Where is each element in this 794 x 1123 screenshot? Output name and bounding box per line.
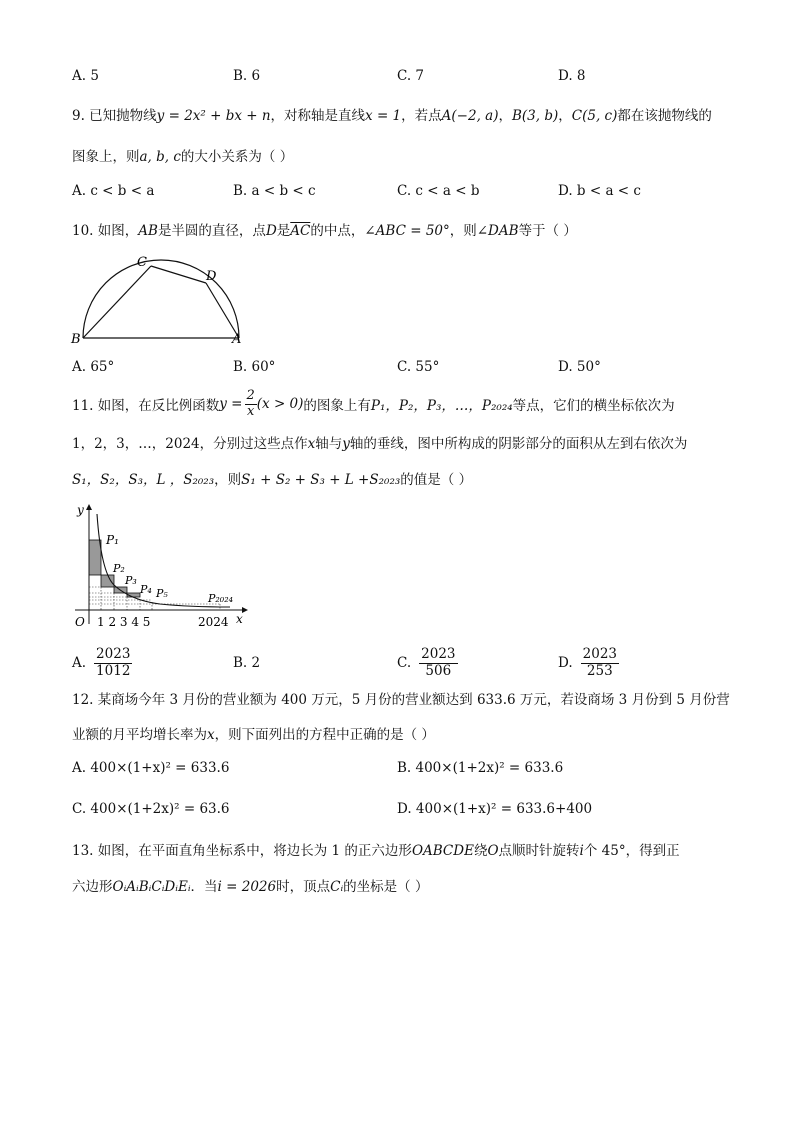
q13-stem-line2: 六边形OᵢAᵢBᵢCᵢDᵢEᵢ．当i = 2026时，顶点Cᵢ的坐标是（ ） bbox=[72, 879, 429, 895]
q11-stem-line1: 11. 如图，在反比例函数 y = $\frac{2}{x}$ (x > 0) 的图象上有 P₁，P₂，P₃，…，P₂₀₂₄ 等点，它们的横坐标依次为 bbox=[72, 387, 675, 419]
label-o: O bbox=[75, 615, 85, 629]
tick-labels: 1 2 3 4 5 bbox=[97, 615, 151, 629]
q11-stem-line3: S₁，S₂，S₃，L ，S₂₀₂₃，则S₁ + S₂ + S₃ + L +S₂₀₂₃的值是（ ） bbox=[72, 472, 473, 488]
chord-bc bbox=[83, 266, 151, 338]
q10-option-b: B. 60° bbox=[233, 359, 276, 375]
q12-option-a: A. 400×(1+x)² = 633.6 bbox=[72, 760, 230, 776]
label-a: A bbox=[232, 332, 242, 347]
q9-option-d: D. b < a < c bbox=[558, 183, 641, 199]
semicircle-figure bbox=[68, 250, 248, 350]
q8-option-b: B. 6 bbox=[233, 68, 261, 84]
q10-option-d: D. 50° bbox=[558, 359, 601, 375]
label-y: y bbox=[77, 503, 84, 517]
label-p2024: P₂₀₂₄ bbox=[208, 592, 234, 605]
q12-stem-line1: 12. 某商场今年 3 月份的营业额为 400 万元，5 月份的营业额达到 633.6 万元，若设商场 3 月份到 5 月份营 bbox=[72, 692, 730, 708]
q11-option-b: B. 2 bbox=[233, 655, 261, 671]
inverse-function-figure bbox=[70, 502, 250, 632]
label-p2: P₂ bbox=[113, 562, 125, 575]
q9-stem-line1: 9. 已知抛物线y = 2x² + bx + n，对称轴是直线x = 1，若点A(−2, a)，B(3, b)，C(5, c)都在该抛物线的 bbox=[72, 108, 712, 124]
label-p3: P₃ bbox=[125, 574, 137, 587]
q13-stem-line1: 13. 如图，在平面直角坐标系中，将边长为 1 的正六边形OABCDE绕O点顺时针旋转i个 45°，得到正 bbox=[72, 843, 680, 859]
q9-stem-line2: 图象上，则a, b, c的大小关系为（ ） bbox=[72, 149, 294, 165]
label-b: B bbox=[71, 332, 81, 347]
q12-stem-line2: 业额的月平均增长率为x，则下面列出的方程中正确的是（ ） bbox=[72, 727, 435, 743]
q12-option-c: C. 400×(1+2x)² = 63.6 bbox=[72, 801, 230, 817]
q9-option-b: B. a < b < c bbox=[233, 183, 316, 199]
shade-s1 bbox=[89, 540, 101, 575]
q9-option-c: C. c < a < b bbox=[397, 183, 480, 199]
q11-stem-line2: 1，2，3，…，2024，分别过这些点作x轴与y轴的垂线，图中所构成的阴影部分的面积从左到右依次为 bbox=[72, 436, 688, 452]
q9-option-a: A. c < b < a bbox=[72, 183, 155, 199]
q11-option-c: C. $\frac{2023}{506}$ bbox=[397, 645, 456, 679]
label-d: D bbox=[206, 269, 217, 284]
q12-option-d: D. 400×(1+x)² = 633.6+400 bbox=[397, 801, 593, 817]
label-c: C bbox=[137, 255, 147, 270]
label-p4: P₄ bbox=[140, 583, 152, 596]
q8-option-a: A. 5 bbox=[72, 68, 99, 84]
q11-option-a: A. $\frac{2023}{1012}$ bbox=[72, 645, 131, 679]
q8-option-c: C. 7 bbox=[397, 68, 425, 84]
q10-option-c: C. 55° bbox=[397, 359, 440, 375]
label-x: x bbox=[236, 612, 243, 626]
q12-option-b: B. 400×(1+2x)² = 633.6 bbox=[397, 760, 564, 776]
shade-s2 bbox=[101, 575, 114, 587]
q8-option-d: D. 8 bbox=[558, 68, 586, 84]
q10-stem: 10. 如图，AB是半圆的直径，点D是$\overline{AC}$的中点，∠ABC = 50°，则∠DAB等于（ ） bbox=[72, 223, 577, 239]
q10-option-a: A. 65° bbox=[72, 359, 115, 375]
q11-option-d: D. $\frac{2023}{253}$ bbox=[558, 645, 617, 679]
tick-2024: 2024 bbox=[198, 615, 229, 629]
label-p1: P₁ bbox=[106, 533, 119, 547]
label-p5: P₅ bbox=[156, 587, 168, 600]
